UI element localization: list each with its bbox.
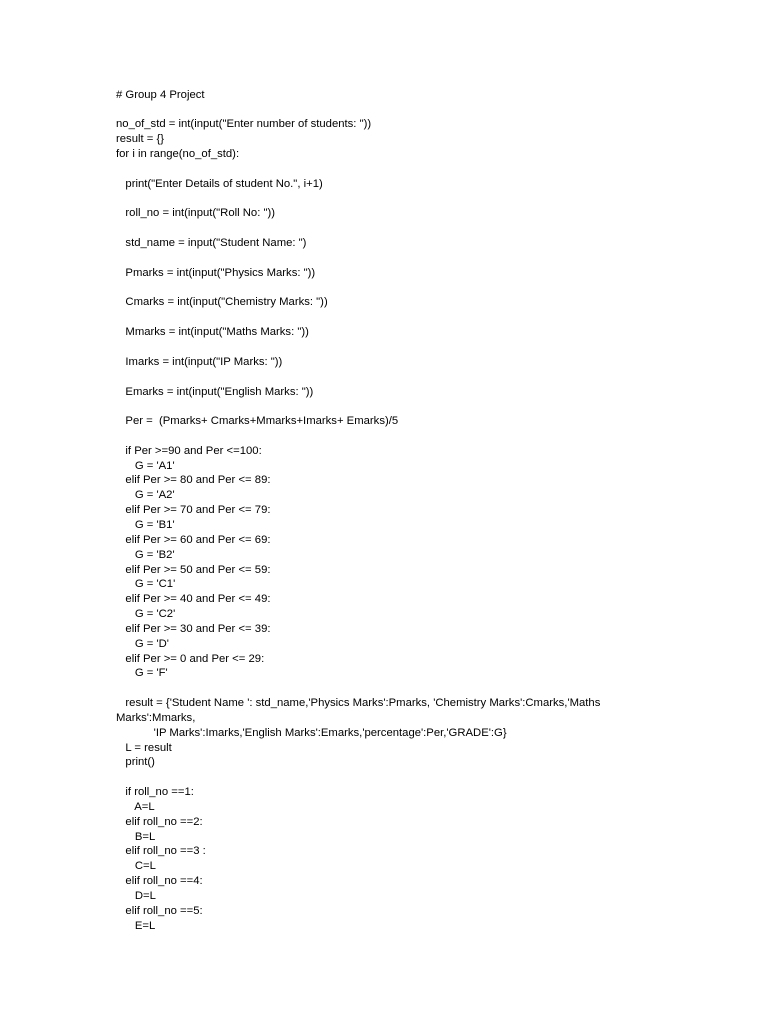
code-line: elif Per >= 40 and Per <= 49:: [116, 593, 271, 605]
code-line: B=L: [116, 831, 156, 843]
code-line: # Group 4 Project: [116, 89, 205, 101]
code-line: elif roll_no ==5:: [116, 905, 203, 917]
code-line: std_name = input("Student Name: "): [116, 237, 307, 249]
code-line: G = 'B2': [116, 549, 175, 561]
code-line: elif Per >= 30 and Per <= 39:: [116, 623, 271, 635]
code-line: Imarks = int(input("IP Marks: ")): [116, 356, 283, 368]
code-line: G = 'C2': [116, 608, 176, 620]
code-line: Marks':Mmarks,: [116, 712, 196, 724]
code-line: L = result: [116, 742, 172, 754]
code-line: if roll_no ==1:: [116, 786, 194, 798]
code-line: G = 'A2': [116, 489, 175, 501]
code-line: Cmarks = int(input("Chemistry Marks: ")): [116, 296, 328, 308]
code-line: A=L: [116, 801, 155, 813]
code-line: if Per >=90 and Per <=100:: [116, 445, 262, 457]
code-line: E=L: [116, 920, 156, 932]
code-line: roll_no = int(input("Roll No: ")): [116, 207, 276, 219]
code-line: 'IP Marks':Imarks,'English Marks':Emarks,'percentage':Per,'GRADE':G}: [116, 727, 507, 739]
code-line: G = 'C1': [116, 578, 176, 590]
code-line: Per = (Pmarks+ Cmarks+Mmarks+Imarks+ Emarks)/5: [116, 415, 399, 427]
code-line: for i in range(no_of_std):: [116, 148, 240, 160]
code-line: D=L: [116, 890, 156, 902]
code-line: Mmarks = int(input("Maths Marks: ")): [116, 326, 309, 338]
code-line: G = 'F': [116, 667, 168, 679]
code-line: elif Per >= 70 and Per <= 79:: [116, 504, 271, 516]
code-line: elif Per >= 80 and Per <= 89:: [116, 474, 271, 486]
code-line: print("Enter Details of student No.", i+1): [116, 178, 323, 190]
code-line: elif roll_no ==3 :: [116, 845, 206, 857]
code-line: G = 'A1': [116, 460, 175, 472]
code-line: print(): [116, 756, 155, 768]
code-line: result = {}: [116, 133, 165, 145]
code-line: Emarks = int(input("English Marks: ")): [116, 386, 314, 398]
code-line: elif Per >= 50 and Per <= 59:: [116, 564, 271, 576]
code-line: G = 'D': [116, 638, 169, 650]
code-line: no_of_std = int(input("Enter number of students: ")): [116, 118, 372, 130]
code-line: elif Per >= 60 and Per <= 69:: [116, 534, 271, 546]
code-line: Pmarks = int(input("Physics Marks: ")): [116, 267, 316, 279]
code-line: G = 'B1': [116, 519, 175, 531]
code-line: elif Per >= 0 and Per <= 29:: [116, 653, 265, 665]
code-line: result = {'Student Name ': std_name,'Physics Marks':Pmarks, 'Chemistry Marks':Cmarks,'Maths: [116, 697, 601, 709]
code-line: elif roll_no ==2:: [116, 816, 203, 828]
code-line: elif roll_no ==4:: [116, 875, 203, 887]
code-line: C=L: [116, 860, 156, 872]
